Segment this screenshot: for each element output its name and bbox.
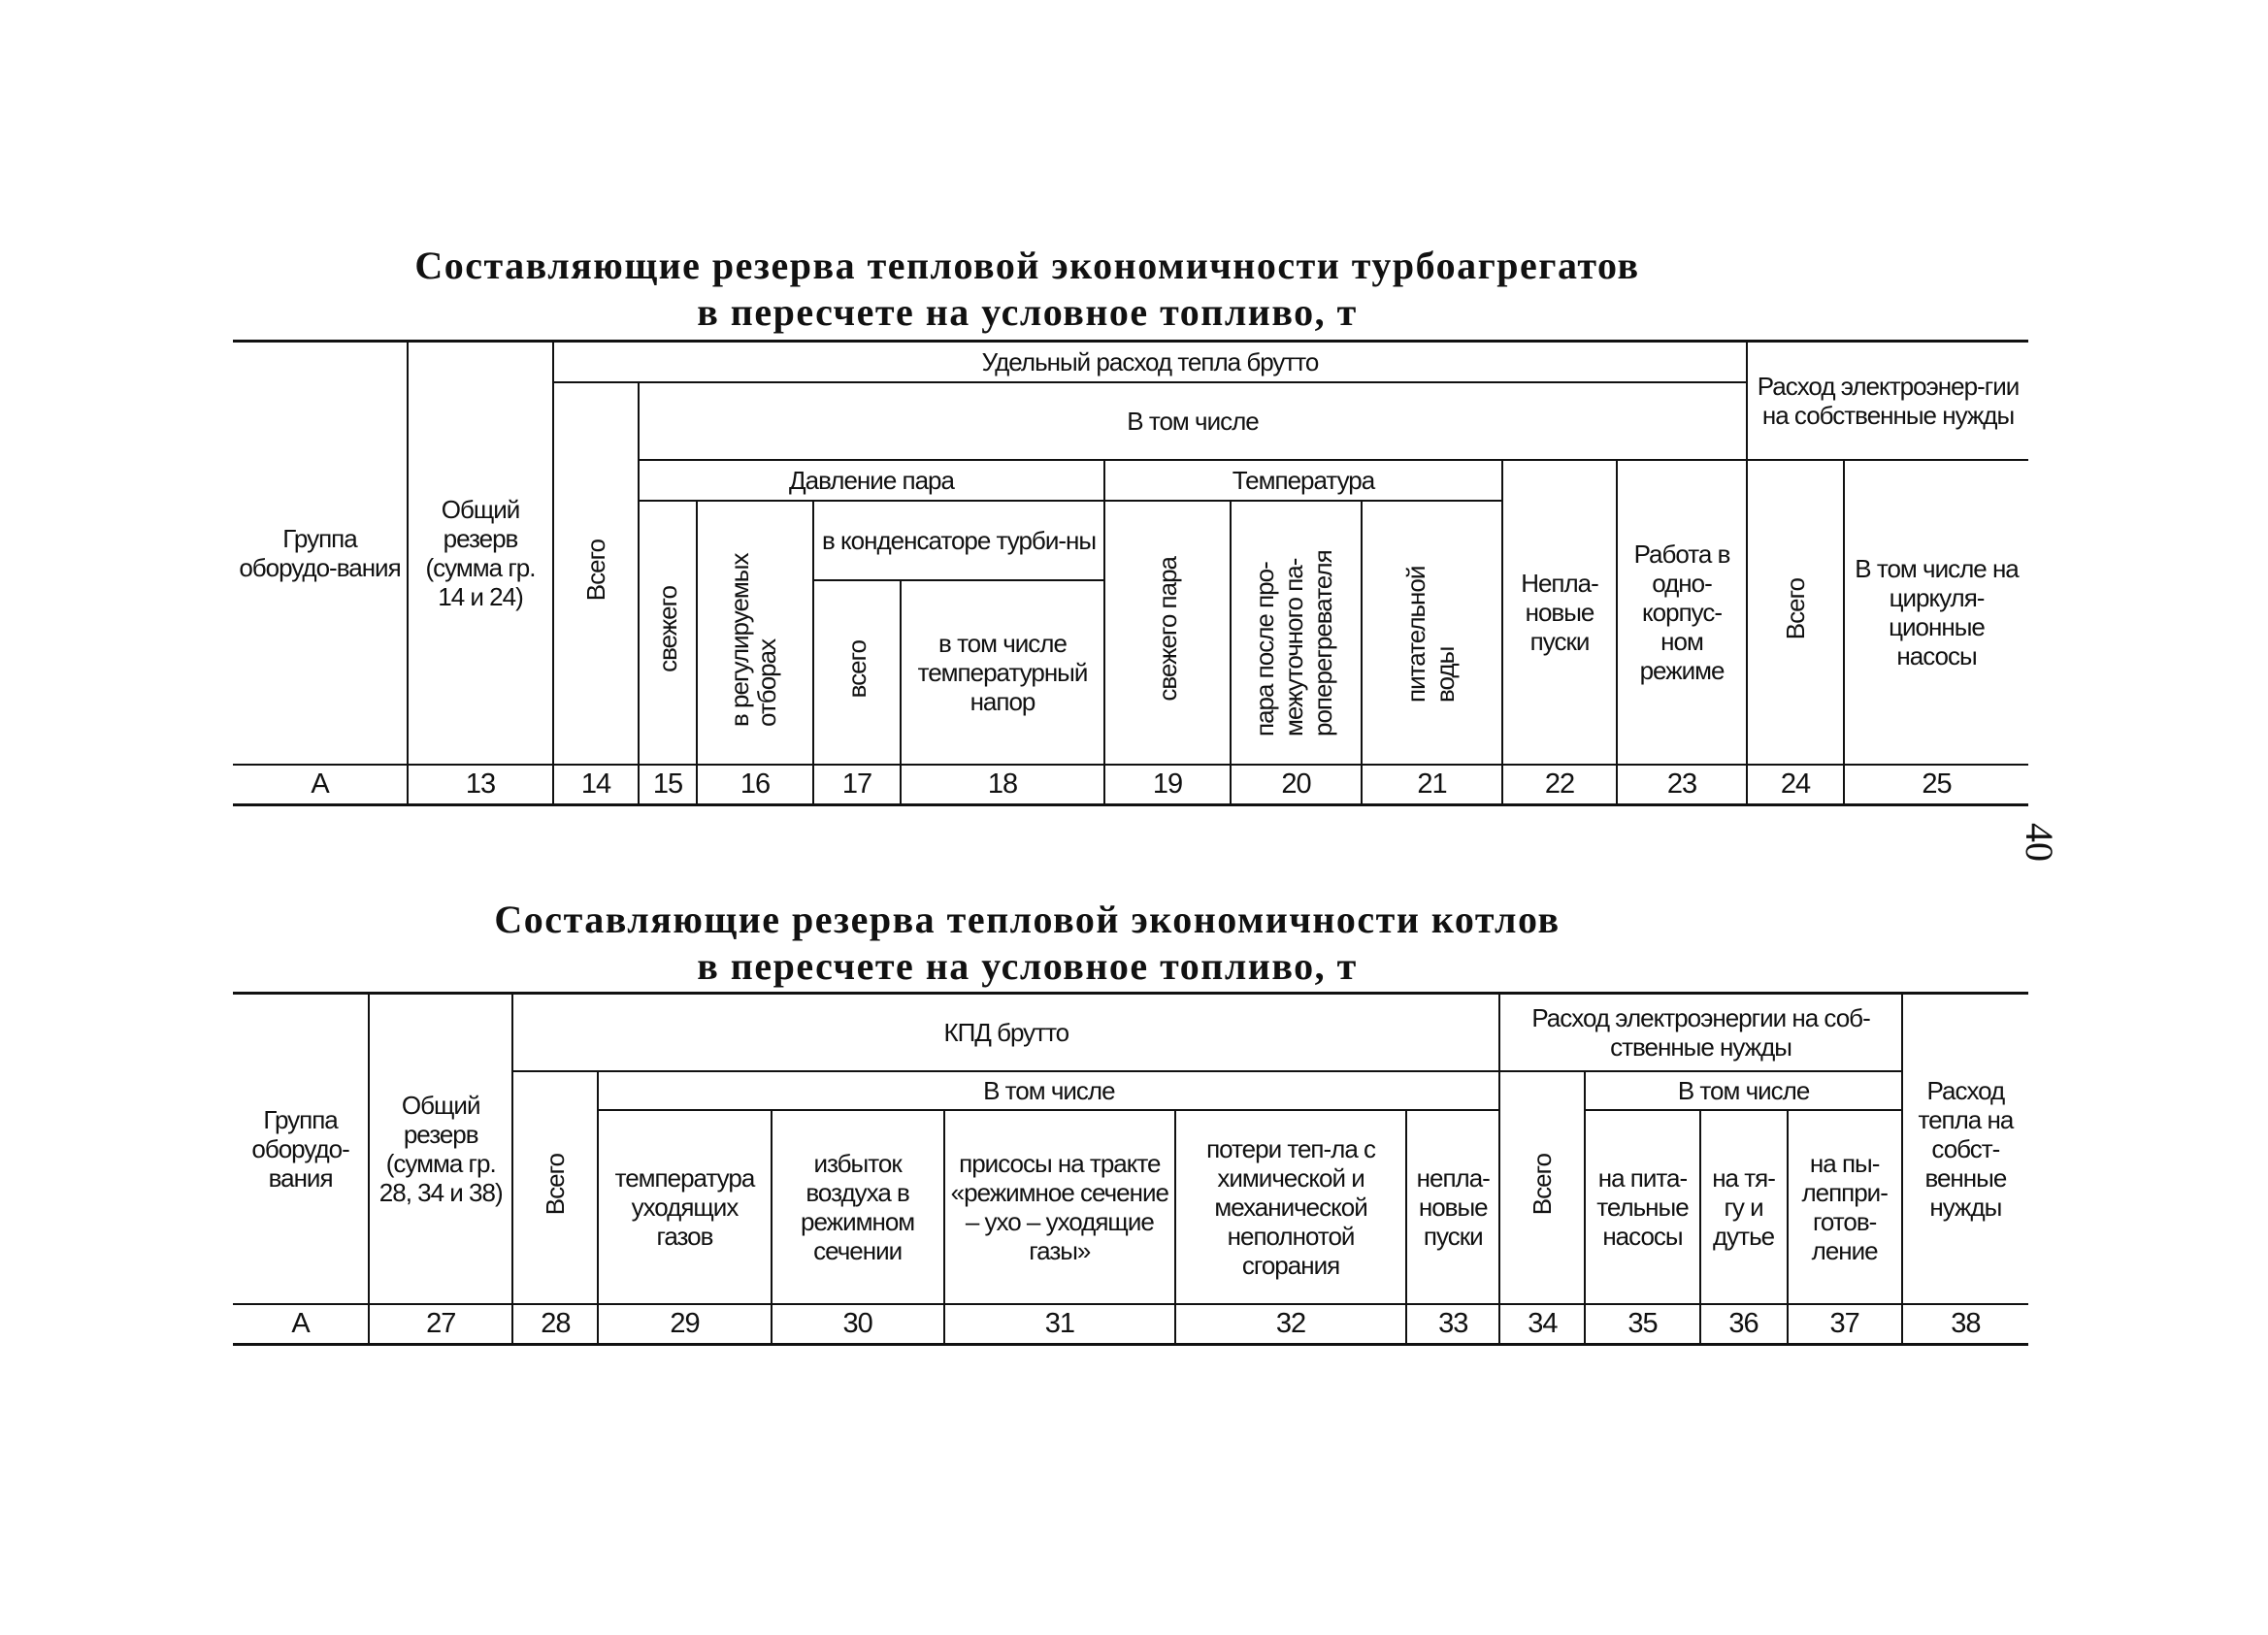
header-total-reserve: Общий резерв (сумма гр. 14 и 24) xyxy=(408,342,553,765)
table1-title-line2: в пересчете на условное топливо, т xyxy=(697,290,1358,334)
header-total-reserve: Общий резерв (сумма гр. 28, 34 и 38) xyxy=(369,994,512,1304)
header-el-total: Всего xyxy=(1781,577,1811,640)
header-pressure: Давление пара xyxy=(639,460,1104,501)
col-num: 35 xyxy=(1585,1304,1699,1345)
col-num: 28 xyxy=(512,1304,598,1345)
header-including: В том числе xyxy=(598,1071,1499,1110)
col-num: 25 xyxy=(1844,765,2028,805)
col-num: 27 xyxy=(369,1304,512,1345)
col-num: А xyxy=(233,765,408,805)
col-num: 30 xyxy=(772,1304,944,1345)
header-including: В том числе xyxy=(639,382,1747,460)
header-pulverization: на пы-леппри-готов-ление xyxy=(1788,1110,1902,1304)
col-num: 34 xyxy=(1499,1304,1585,1345)
table2-title-line1: Составляющие резерва тепловой экономичности котлов xyxy=(494,898,1561,941)
header-group: Группа оборудо-вания xyxy=(233,994,369,1304)
col-num: 32 xyxy=(1175,1304,1406,1345)
col-num: 29 xyxy=(598,1304,771,1345)
col-num: 20 xyxy=(1231,765,1362,805)
header-flue-temp: температура уходящих газов xyxy=(598,1110,771,1304)
header-vsego: Всего xyxy=(541,1153,571,1216)
page-number: 40 xyxy=(2018,823,2061,862)
col-num: А xyxy=(233,1304,369,1345)
table2-title-line2: в пересчете на условное топливо, т xyxy=(697,944,1358,988)
col-num: 22 xyxy=(1502,765,1617,805)
header-fresh: свежего xyxy=(653,586,682,672)
col-num: 38 xyxy=(1902,1304,2028,1345)
header-single-body: Работа в одно-корпус-ном режиме xyxy=(1617,460,1747,765)
col-num: 18 xyxy=(901,765,1104,805)
header-electricity: Расход электроэнергии на соб-ственные нужды xyxy=(1499,994,1901,1071)
col-num: 36 xyxy=(1700,1304,1788,1345)
header-temp-head: в том числе температурный напор xyxy=(901,580,1104,765)
col-num: 33 xyxy=(1406,1304,1499,1345)
col-num: 23 xyxy=(1617,765,1747,805)
col-num: 24 xyxy=(1747,765,1844,805)
header-circ-pumps: В том числе на циркуля-ционные насосы xyxy=(1844,460,2028,765)
header-extractions: в регулируемых отборах xyxy=(725,553,781,727)
col-num: 15 xyxy=(639,765,697,805)
header-unplanned-starts: непла-новые пуски xyxy=(1406,1110,1499,1304)
header-vsego: Всего xyxy=(581,539,610,602)
col-num: 19 xyxy=(1104,765,1231,805)
header-excess-air: избыток воздуха в режимном сечении xyxy=(772,1110,944,1304)
header-specific-heat: Удельный расход тепла брутто xyxy=(553,342,1747,382)
header-temperature: Температура xyxy=(1104,460,1502,501)
header-feedwater: питательной воды xyxy=(1400,566,1460,703)
col-num: 17 xyxy=(813,765,901,805)
header-el-total: Всего xyxy=(1528,1153,1558,1216)
col-num: 21 xyxy=(1362,765,1502,805)
header-group: Группа оборудо-вания xyxy=(233,342,408,765)
header-fresh-steam: свежего пара xyxy=(1153,557,1182,702)
header-losses: потери теп-ла с химической и механической неполнотой сгорания xyxy=(1175,1110,1406,1304)
header-unplanned-starts: Непла-новые пуски xyxy=(1502,460,1617,765)
header-reheat: пара после про-межуточного па-роперегревателя xyxy=(1250,549,1337,736)
col-num: 13 xyxy=(408,765,553,805)
header-own-heat: Расход тепла на собст-венные нужды xyxy=(1902,994,2028,1304)
turbine-reserve-table xyxy=(233,340,2028,806)
header-el-including: В том числе xyxy=(1585,1071,1901,1110)
boiler-reserve-table xyxy=(233,992,2028,1346)
col-num: 14 xyxy=(553,765,639,805)
header-cond-total: всего xyxy=(842,639,871,699)
header-feed-pumps: на пита-тельные насосы xyxy=(1585,1110,1699,1304)
header-kpd: КПД брутто xyxy=(512,994,1499,1071)
table1-title-line1: Составляющие резерва тепловой экономичности турбоагрегатов xyxy=(414,244,1640,287)
header-electricity: Расход электроэнер-гии на собственные нужды xyxy=(1747,342,2028,460)
col-num: 37 xyxy=(1788,1304,1902,1345)
header-draft: на тя-гу и дутье xyxy=(1700,1110,1788,1304)
header-suction: присосы на тракте «режимное сечение – ухо – уходящие газы» xyxy=(944,1110,1175,1304)
table1-title xyxy=(0,243,2161,336)
col-num: 16 xyxy=(697,765,813,805)
col-num: 31 xyxy=(944,1304,1175,1345)
table2-title xyxy=(0,897,2161,990)
header-condenser: в конденсаторе турби-ны xyxy=(813,501,1104,580)
